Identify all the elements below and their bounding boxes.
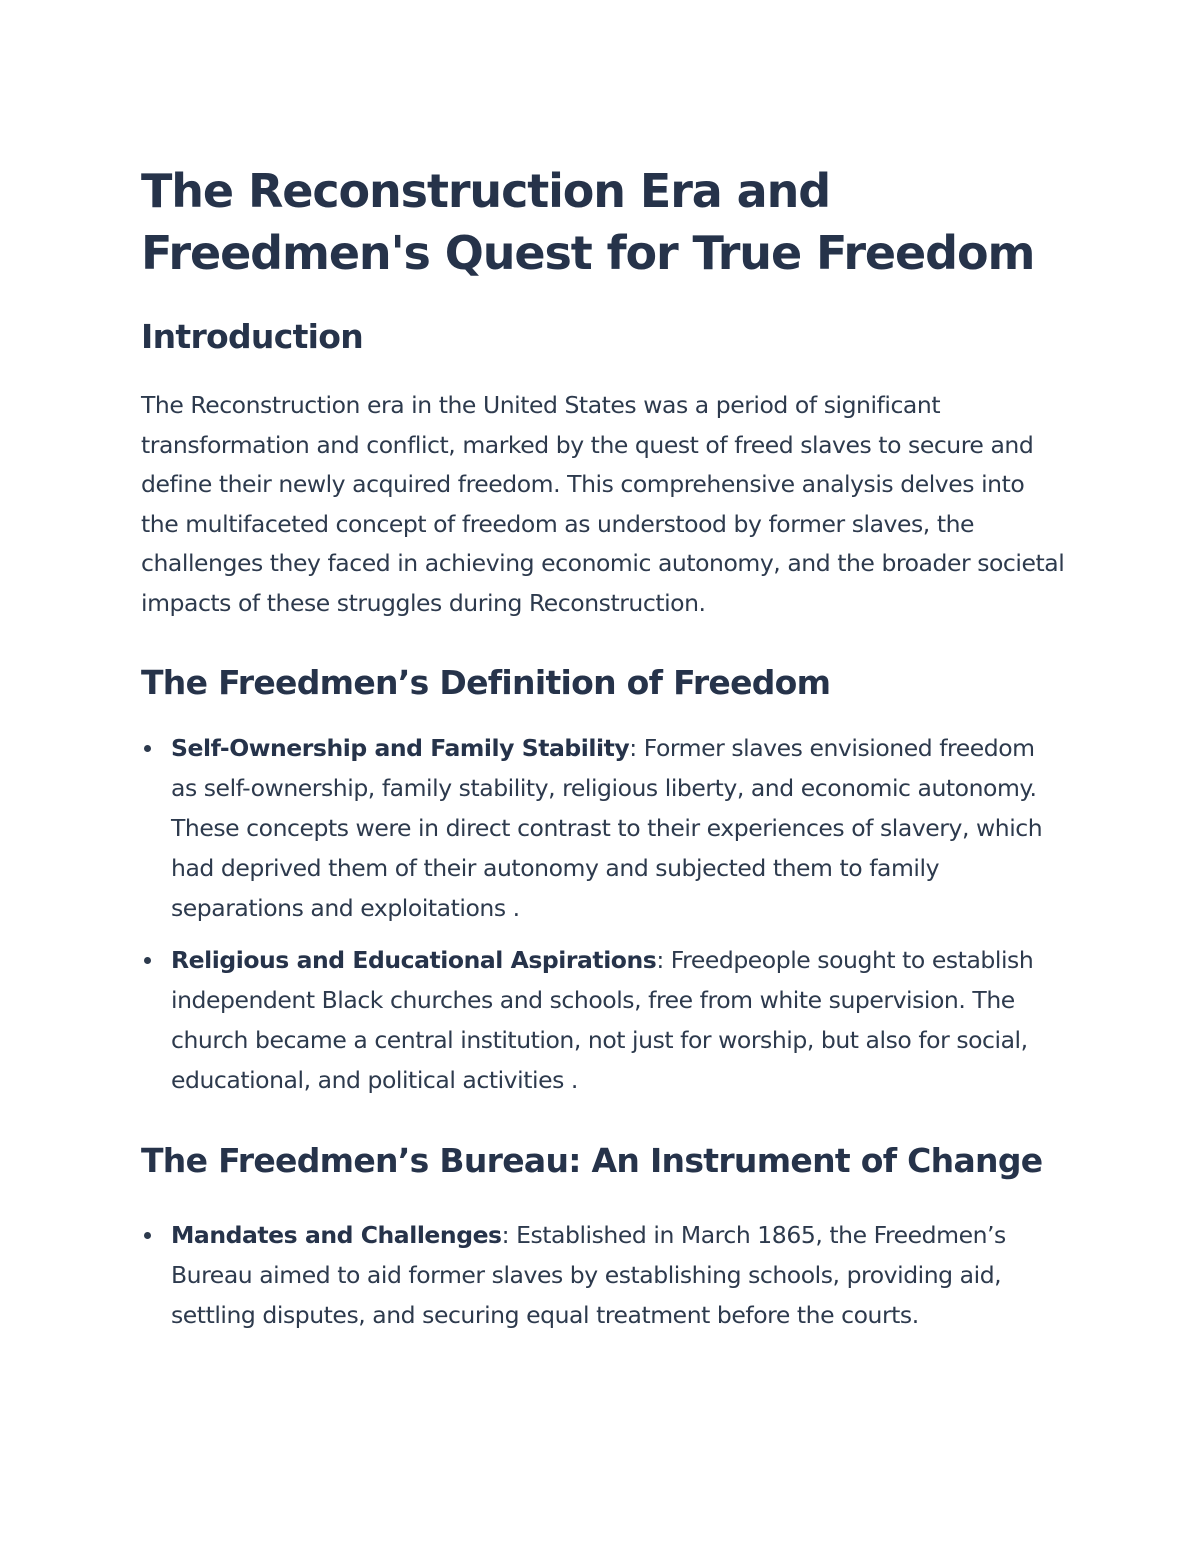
section-heading-bureau: The Freedmen’s Bureau: An Instrument of Change [141,1140,1043,1180]
bullet-icon [144,745,151,752]
introduction-paragraph: The Reconstruction era in the United States was a period of significant transformation and conflict, marked by the quest of freed slaves to secure and define their newly acquired freedom. This comprehensive analysis delves into the multifaceted concept of freedom as understood by former slaves, the challenges they faced in achieving economic autonomy, and the broader societal impacts of these struggles during Reconstruction. [141,391,1065,617]
list-item-label: Mandates and Challenges [171,1220,502,1249]
page-title: The Reconstruction Era and Freedmen's Quest for True Freedom [141,164,1035,280]
document-page [141,160,1066,1347]
bullet-icon [144,957,151,964]
list-item [141,1215,1066,1335]
list-item-label: Self-Ownership and Family Stability [171,733,630,762]
bullet-icon [144,1232,151,1239]
section-heading-introduction: Introduction [141,317,364,356]
list-item-label: Religious and Educational Aspirations [171,945,657,974]
section-heading-definition: The Freedmen’s Definition of Freedom [141,662,831,702]
list-item-text: : Freedpeople sought to establish independent Black churches and schools, free from white supervision. The church became a central institution, not just for worship, but also for social, educational, and political activities . [171,945,1034,1094]
list-item-text: : Former slaves envisioned freedom as self-ownership, family stability, religious liberty, and economic autonomy. These concepts were in direct contrast to their experiences of slavery, which had deprived them of their autonomy and subjected them to family separations and exploitations . [171,733,1043,922]
bureau-list [141,1215,1066,1335]
list-item [141,940,1066,1100]
list-item-text: : Established in March 1865, the Freedmen’s Bureau aimed to aid former slaves by establishing schools, providing aid, settling disputes, and securing equal treatment before the courts. [171,1220,1006,1329]
list-item [141,728,1066,928]
definition-list [141,728,1066,1100]
